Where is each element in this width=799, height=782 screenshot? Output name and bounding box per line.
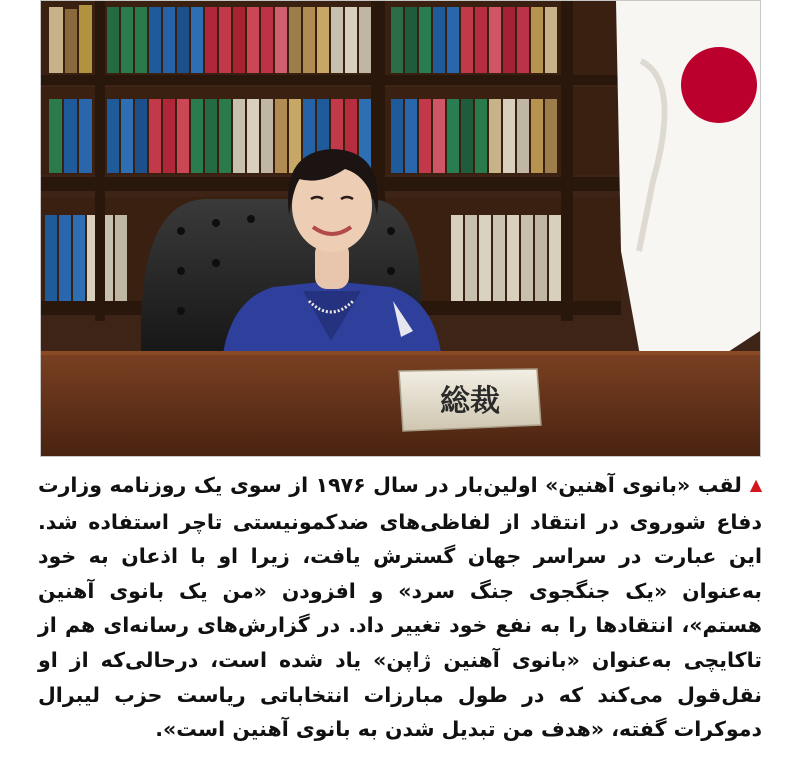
japan-flag (616, 1, 760, 375)
triangle-up-icon: ▲ (749, 475, 762, 494)
photo-caption (38, 468, 762, 778)
news-photo (40, 0, 761, 457)
name-plate (399, 369, 541, 431)
photo-illustration (41, 1, 760, 456)
caption-text: لقب «بانوی آهنین» اولین‌بار در سال ۱۹۷۶ از سوی یک روزنامه وزارت دفاع شوروی در انتقاد از لفاظی‌های ضدکمونیستی تاچر استفاده شد. این عبارت در سراسر جهان گسترش یافت، زیرا او با اذعان به خود به‌عنوان «یک جنگجوی جنگ سرد» و افزودن «من یک بانوی آهنین هستم»، انتقادها را به نفع خود تغییر داد. در گزارش‌های رسانه‌ای هم از تاکایچی به‌عنوان «بانوی آهنین ژاپن» یاد شده است، درحالی‌که از او نقل‌قول می‌کند که در طول مبارزات انتخاباتی ریاست حزب لیبرال دموکرات گفته، «هدف من تبدیل شدن به بانوی آهنین است». (38, 473, 762, 742)
name-plate-text: 総裁 (440, 384, 500, 419)
